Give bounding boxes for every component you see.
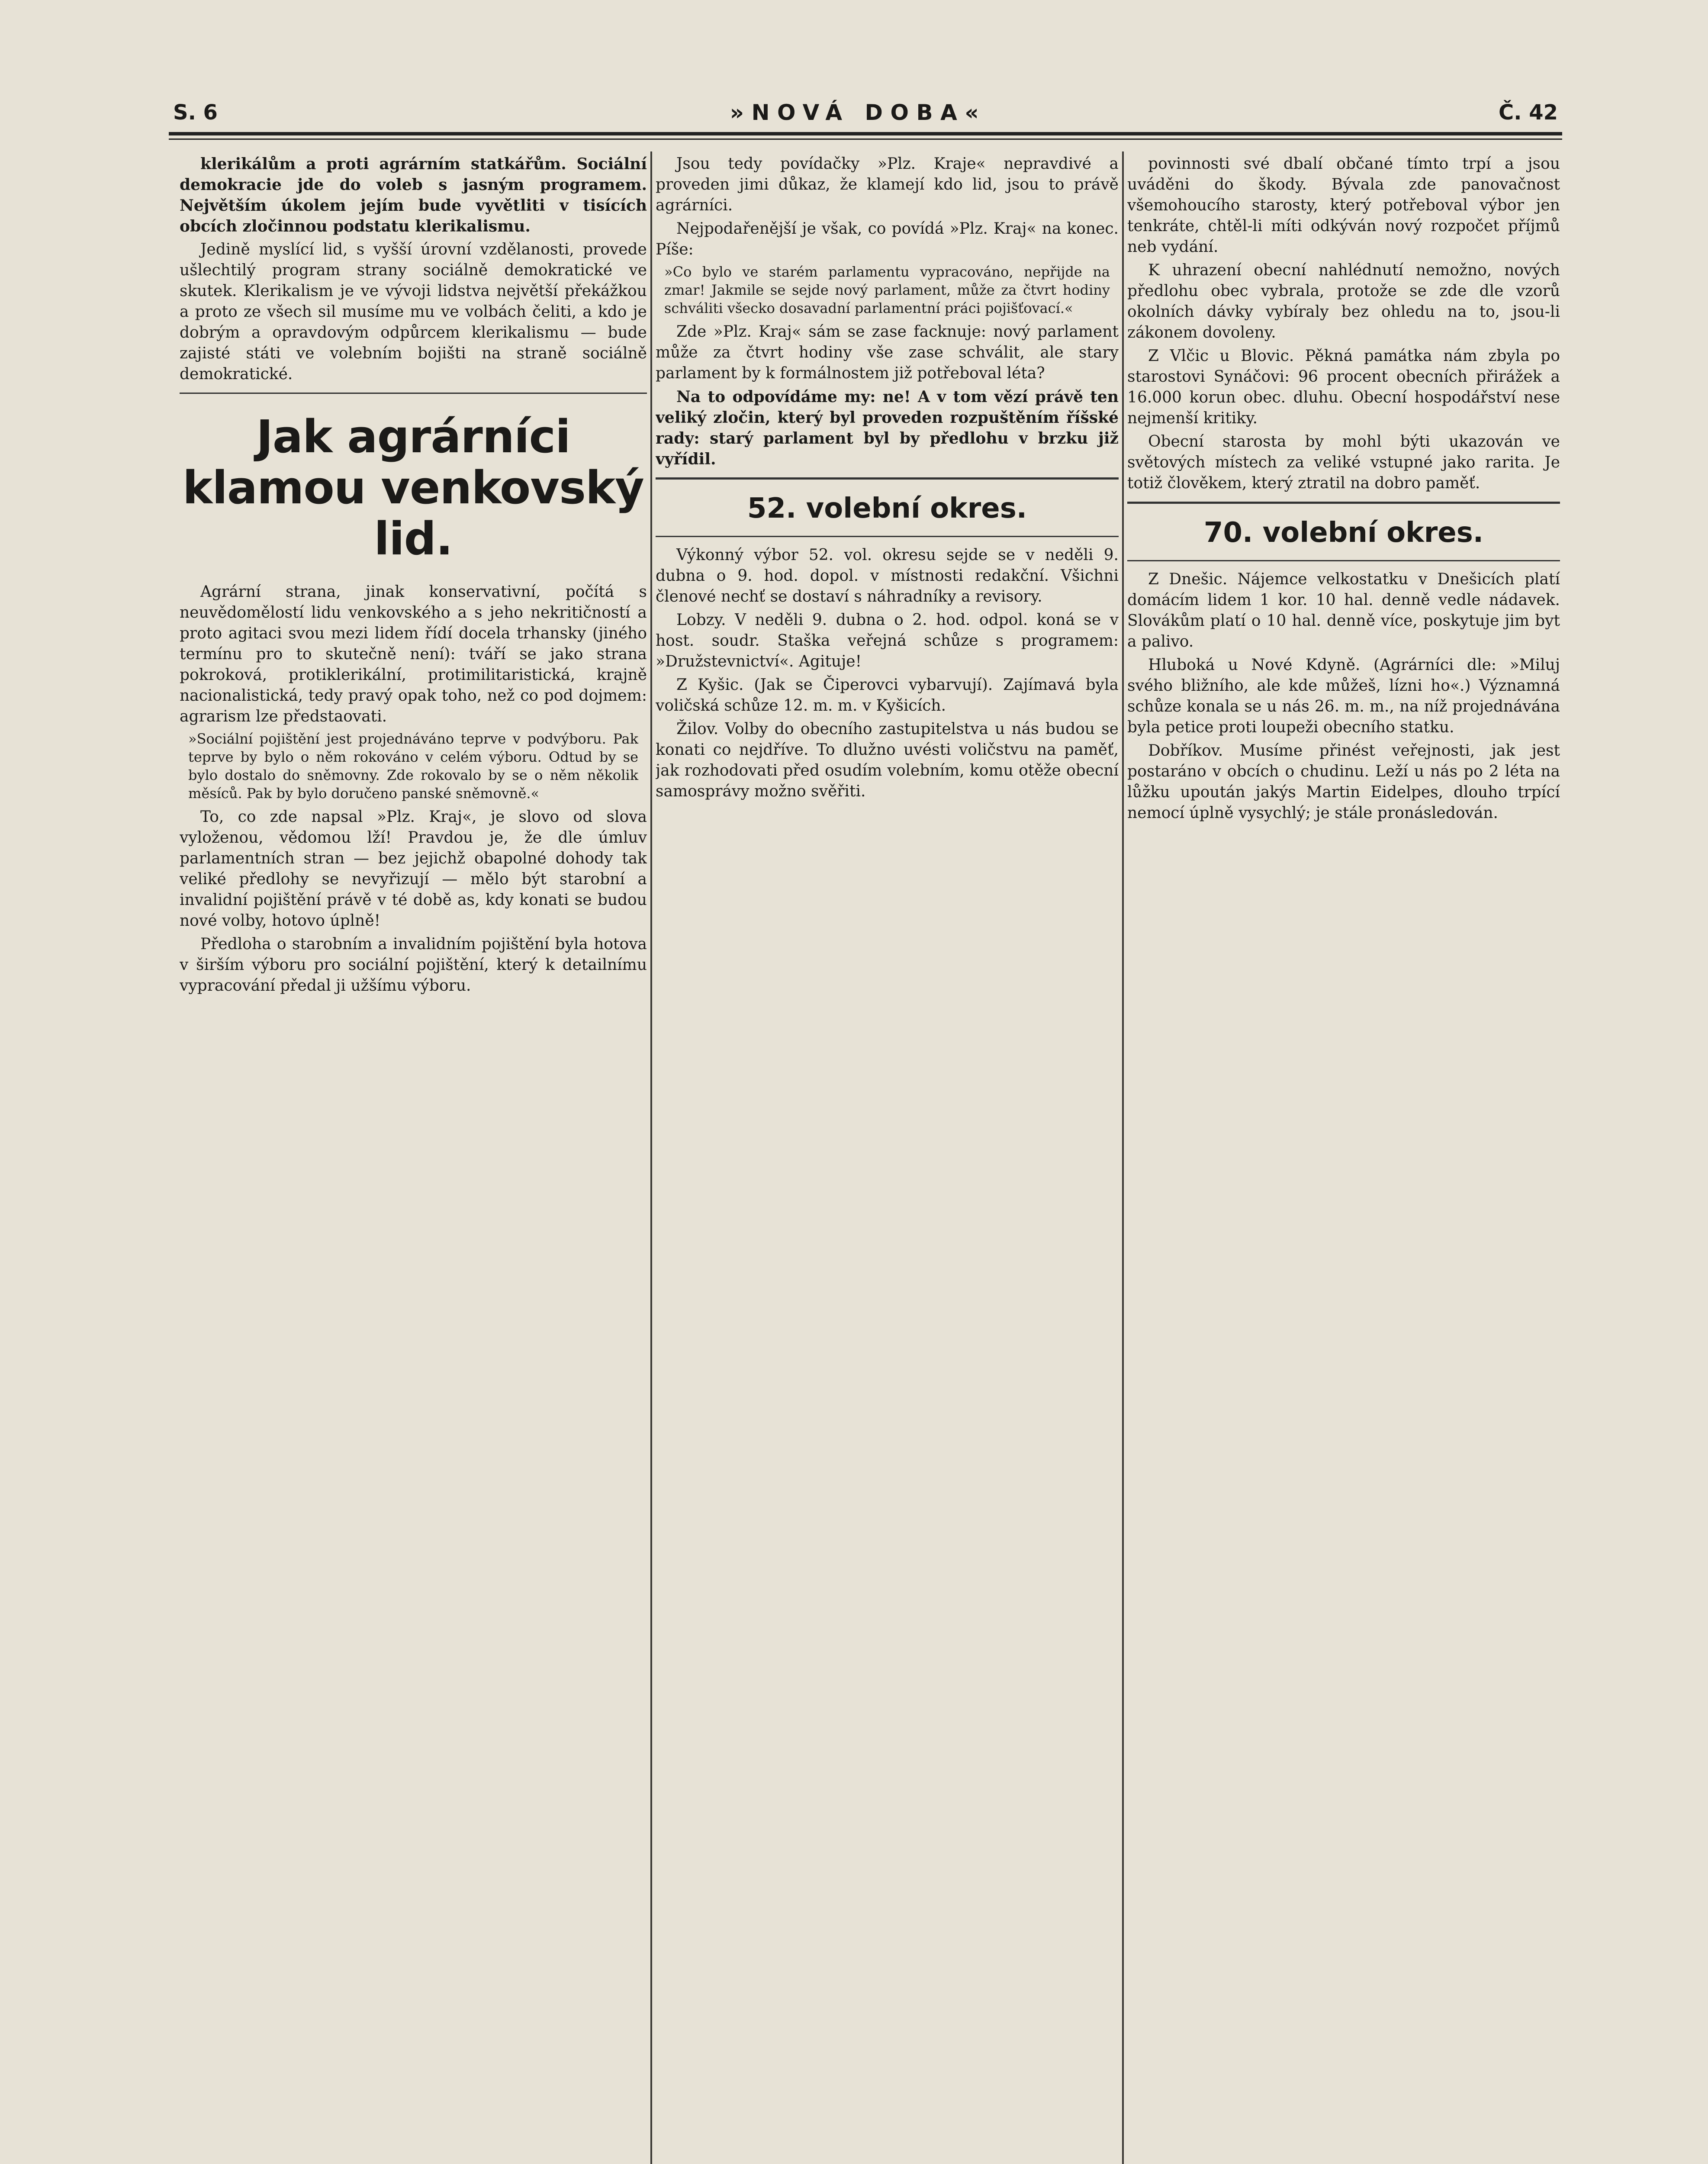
paragraph: Nejpodařenější je však, co povídá »Plz. Kraj« na konec. Píše: bbox=[656, 220, 1119, 258]
news-item: Z Kyšic. (Jak se Čiperovci vybarvují). Zajímavá byla voličská schůze 12. m. m. v Kyšicích. bbox=[656, 676, 1119, 715]
paragraph: To, co zde napsal »Plz. Kraj«, je slovo od slova vyloženou, vědomou lží! Pravdou je, že dle úmluv parlamentních stran — bez jejichž obapolné dohody tak veliké předlohy se nevyřizují — mělo být starobní a invalidní pojištění právě v té době as, kdy konati se budou nové volby, hotovo úplně! bbox=[180, 808, 647, 930]
section-rule bbox=[656, 477, 1119, 480]
section-rule bbox=[1127, 560, 1560, 561]
paragraph: Předloha o starobním a invalidním pojištění byla hotova v širším výboru pro sociální pojištění, který k detailnímu vypracování předal ji užšímu výboru. bbox=[180, 935, 647, 995]
column-left bbox=[180, 154, 647, 2164]
page-number: S. 6 bbox=[173, 100, 218, 125]
section-heading: 70. volební okres. bbox=[1203, 517, 1484, 549]
section-rule bbox=[1127, 502, 1560, 504]
article-headline: Jak agrárníci klamou venkovský lid. bbox=[183, 410, 644, 565]
issue-number: Č. 42 bbox=[1499, 100, 1558, 125]
paragraph: Jedině myslící lid, s vyšší úrovní vzdělanosti, provede ušlechtilý program strany sociálně demokratické ve skutek. Klerikalism je ve vývoji lidstva největší překážkou a proto ze všech sil musíme mu ve volbách čeliti, a kdo je dobrým a opravdovým odpůrcem klerikalismu — bude zajisté státi ve volebním bojišti na straně sociálně demokratické. bbox=[180, 241, 647, 383]
quotation: »Co bylo ve starém parlamentu vypracováno, nepřijde na zmar! Jakmile se sejde nový parlament, může za čtvrt hodiny schváliti všecko dosavadní parlamentní práci pojišťovací.« bbox=[664, 264, 1110, 316]
paragraph: K uhrazení obecní nahlédnutí nemožno, nových předlohu obec vybrala, protože se zde dle vzorů okolních dávky vybíraly bez ohledu na to, jsou-li zákonem dovoleny. bbox=[1127, 261, 1560, 341]
section-heading: 52. volební okres. bbox=[747, 493, 1027, 525]
paragraph: Zde »Plz. Kraj« sám se zase facknuje: nový parlament může za čtvrt hodiny vše zase schválit, ale stary parlament by k formálnostem již potřeboval léta? bbox=[656, 323, 1119, 382]
header-rule-thin bbox=[169, 138, 1562, 140]
news-item: Výkonný výbor 52. vol. okresu sejde se v neděli 9. dubna o 9. hod. dopol. v místnosti redakční. Všichni členové nechť se dostaví s náhradníky a revisory. bbox=[656, 546, 1119, 605]
column-middle bbox=[656, 154, 1119, 2164]
page-header bbox=[173, 93, 1558, 132]
paragraph: Jsou tedy povídačky »Plz. Kraje« nepravdivé a proveden jimi důkaz, že klamejí kdo lid, jsou to právě agrárníci. bbox=[656, 155, 1119, 214]
section-rule bbox=[656, 536, 1119, 537]
masthead: »NOVÁ DOBA« bbox=[730, 100, 987, 125]
news-item: Z Dnešic. Nájemce velkostatku v Dnešicích platí domácím lidem 1 kor. 10 hal. denně vedle nádavek. Slovákům platí o 10 hal. denně více, poskytuje jim byt a palivo. bbox=[1127, 570, 1560, 650]
paragraph: Na to odpovídáme my: ne! A v tom vězí právě ten veliký zločin, který byl proveden rozpuštěním říšské rady: starý parlament byl by předlohu v brzku již vyřídil. bbox=[656, 388, 1119, 468]
paragraph: povinnosti své dbalí občané tímto trpí a jsou uváděni do škody. Bývala zde panovačnost všemohoucího starosty, který potřeboval výbor jen tenkráte, chtěl-li míti odkýván nový rozpočet příjmů neb vydání. bbox=[1127, 155, 1560, 256]
header-rule bbox=[169, 132, 1562, 135]
news-item: Hluboká u Nové Kdyně. (Agrárníci dle: »Miluj svého bližního, ale kde můžeš, lízni ho«.) Významná schůze konala se u nás 26. m. m., na níž projednávána byla petice proti loupeži obecního statku. bbox=[1127, 656, 1560, 736]
news-item: Z Vlčic u Blovic. Pěkná památka nám zbyla po starostovi Synáčovi: 96 procent obecních přirážek a 16.000 korun obec. dluhu. Obecní hospodářství nese nejmenší kritiky. bbox=[1127, 347, 1560, 427]
quotation: »Sociální pojištění jest projednáváno teprve v podvýboru. Pak teprve by bylo o něm rokováno v celém výboru. Odtud by se bylo dostalo do sněmovny. Zde rokovalo by se o něm několik měsíců. Pak by bylo doručeno panské sněmovně.« bbox=[188, 731, 638, 802]
paragraph: Agrární strana, jinak konservativní, počítá s neuvědomělostí lidu venkovského a s jeho nekritičností a proto agitaci svou mezi lidem řídí docela trhansky (jiného termínu pro to skutečně není): tváří se jako strana pokroková, protiklerikální, protimilitaristická, krajně nacionalistická, tedy pravý opak toho, než co pod dojmem: agrarism lze předstaovati. bbox=[180, 583, 647, 725]
paragraph: Obecní starosta by mohl býti ukazován ve světových místech za veliké vstupné jako rarita. Je totiž člověkem, který ztratil na dobro paměť. bbox=[1127, 433, 1560, 492]
news-item: Dobříkov. Musíme přinést veřejnosti, jak jest postaráno v obcích o chudinu. Leží u nás po 2 léta na lůžku upoután jakýs Martin Eidelpes, dlouho trpící nemocí úplně vysychlý; je stále pronásledován. bbox=[1127, 742, 1560, 822]
news-item: Žilov. Volby do obecního zastupitelstva u nás budou se konati co nejdříve. To dlužno uvésti voličstvu na paměť, jak rozhodovati před osudím volebním, komu otěže obecní samosprávy možno svěřiti. bbox=[656, 720, 1119, 800]
news-item: Lobzy. V neděli 9. dubna o 2. hod. odpol. koná se v host. soudr. Staška veřejná schůze s programem: »Družstevnictví«. Agituje! bbox=[656, 611, 1119, 670]
column-divider bbox=[650, 151, 652, 2164]
divider bbox=[180, 393, 647, 394]
column-divider bbox=[1122, 151, 1124, 2164]
article-intro: klerikálům a proti agrárním statkářům. Sociální demokracie jde do voleb s jasným programem. Největším úkolem jejím bude vyvětliti v tisících obcích zločinnou podstatu klerikalismu. bbox=[180, 155, 647, 235]
column-right bbox=[1127, 154, 1560, 2164]
